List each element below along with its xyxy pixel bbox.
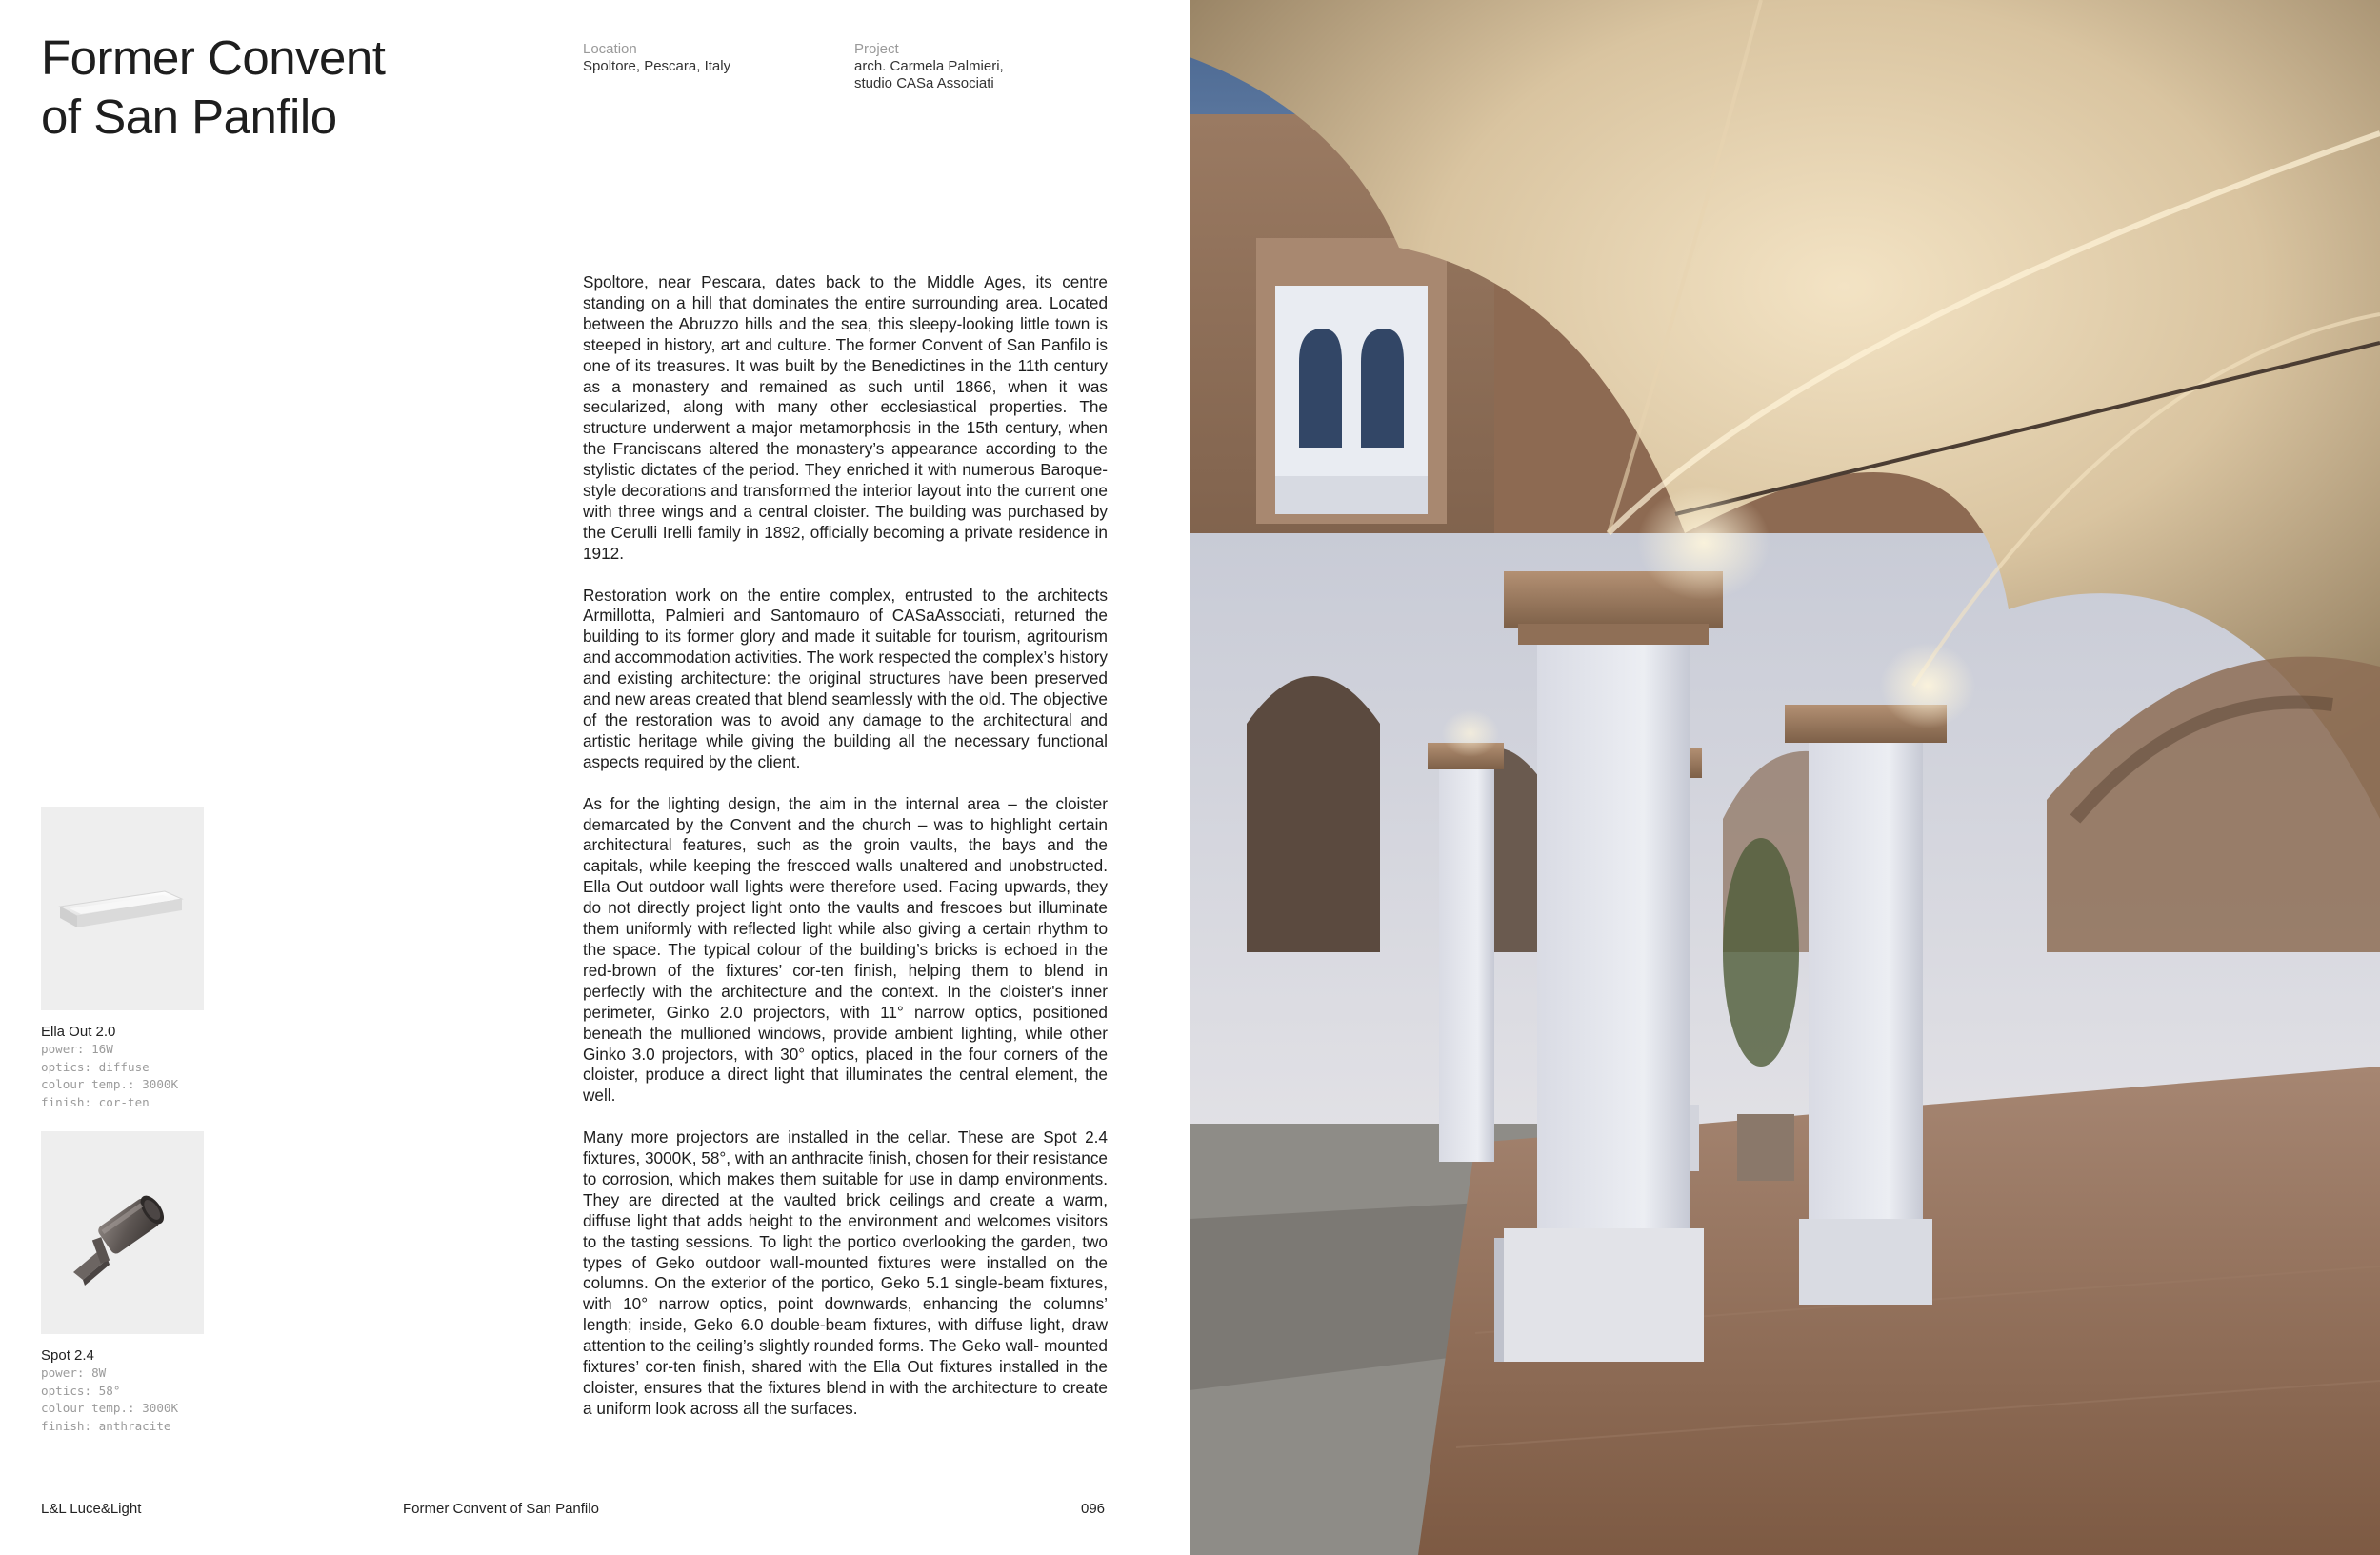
paragraph-1: Spoltore, near Pescara, dates back to the Middle Ages, its centre standing on a hill that dominates the entire surrounding area. Located between the Abruzzo hills and the sea, this sleepy-looking little town is steeped in history, art and culture. The former Convent of San Panfilo is one of its treasures. It was built by the Benedictines in the 11th century as a monastery and remained as such until 1866, when it was secularized, along with many other ecclesiastical properties. The structure underwent a major metamorphosis in the 15th century, when the Franciscans altered the monastery’s appearance according to the stylistic dictates of the period. They enriched it with numerous Baroque-style decorations and transformed the interior layout into the current one with three wings and a central cloister. The building was purchased by the Cerulli Irelli family in 1892, officially becoming a private residence in 1912. [583,272,1108,563]
paragraph-2: Restoration work on the entire complex, entrusted to the architects Armillotta, Palmieri and Santomauro of CASaAssociati, returned the building to its former glory and made it suitable for tourism, agritourism and accommodation activities. The work respected the complex’s history and existing architecture: the original structures have been preserved and new areas created that blend seamlessly with the old. The objective of the restoration was to avoid any damage to the architectural and artistic heritage while giving the building all the necessary functional aspects required by the client. [583,585,1108,771]
title-line-1: Former Convent [41,30,386,85]
spotlight-icon [41,1131,204,1334]
product-specs-ella-out [41,1041,178,1111]
spec-power: power: 16W [41,1042,113,1056]
footer-brand: L&L Luce&Light [41,1501,142,1517]
spec-optics: optics: diffuse [41,1059,150,1074]
spec-finish: finish: cor-ten [41,1094,150,1109]
spec-finish: finish: anthracite [41,1418,171,1433]
project-block [854,41,1045,92]
location-label: Location [583,41,637,57]
product-specs-spot [41,1365,178,1435]
spec-optics: optics: 58° [41,1383,121,1398]
project-value-line-2: studio CASa Associati [854,75,994,91]
product-name-ella-out: Ella Out 2.0 [41,1024,116,1040]
title-line-2: of San Panfilo [41,90,337,144]
article-body [583,272,1108,1441]
project-value-line-1: arch. Carmela Palmieri, [854,58,1004,74]
spec-power: power: 8W [41,1366,107,1380]
page-title [41,29,536,147]
cloister-photo [1190,0,2380,1555]
location-value: Spoltore, Pescara, Italy [583,58,731,74]
spec-colour-temp: colour temp.: 3000K [41,1077,179,1091]
spec-colour-temp: colour temp.: 3000K [41,1401,179,1415]
project-label: Project [854,41,899,57]
cloister-illustration [1190,0,2380,1555]
paragraph-4: Many more projectors are installed in the cellar. These are Spot 2.4 fixtures, 3000K, 58°, with an anthracite finish, chosen for their resistance to corrosion, which makes them suitable for use in damp environments. They are directed at the vaulted brick ceilings and create a warm, diffuse light that adds height to the environment and welcomes visitors to the tasting sessions. To light the portico overlooking the garden, two types of Geko outdoor wall-mounted fixtures were installed on the columns. On the exterior of the portico, Geko 5.1 single-beam fixtures, with 10° narrow optics, point downwards, enhancing the columns’ length; inside, Geko 6.0 double-beam fixtures, with diffuse light, draw attention to the ceiling’s slightly rounded forms. The Geko wall- mounted fixtures’ cor-ten finish, shared with the Ella Out fixtures installed in the cloister, ensures that the fixtures blend in with the architecture to create a uniform look across all the surfaces. [583,1127,1108,1418]
product-image-ella-out [41,807,204,1010]
footer-title: Former Convent of San Panfilo [403,1501,599,1517]
location-block [583,41,773,75]
paragraph-3: As for the lighting design, the aim in the internal area – the cloister demarcated by the Convent and the church – was to highlight certain architectural features, such as the groin vaults, the bays and the capitals, while keeping the frescoed walls unaltered and unobstructed. Ella Out outdoor wall lights were therefore used. Facing upwards, they do not directly project light onto the vaults and frescoes but illuminate them uniformly with reflected light while also giving a certain rhythm to the space. The typical colour of the building’s bricks is echoed in the red-brown of the fixtures’ cor-ten finish, helping them to blend in perfectly with the architecture and the context. In the cloister's inner perimeter, Ginko 2.0 projectors, with 11° narrow optics, positioned beneath the mullioned windows, provide ambient lighting, while other Ginko 3.0 projectors, with 30° optics, placed in the four corners of the cloister, produce a direct light that illuminates the central element, the well. [583,793,1108,1106]
product-name-spot: Spot 2.4 [41,1347,94,1364]
wall-light-bar-icon [41,807,204,1010]
product-image-spot [41,1131,204,1334]
page-number: 096 [1081,1501,1106,1517]
